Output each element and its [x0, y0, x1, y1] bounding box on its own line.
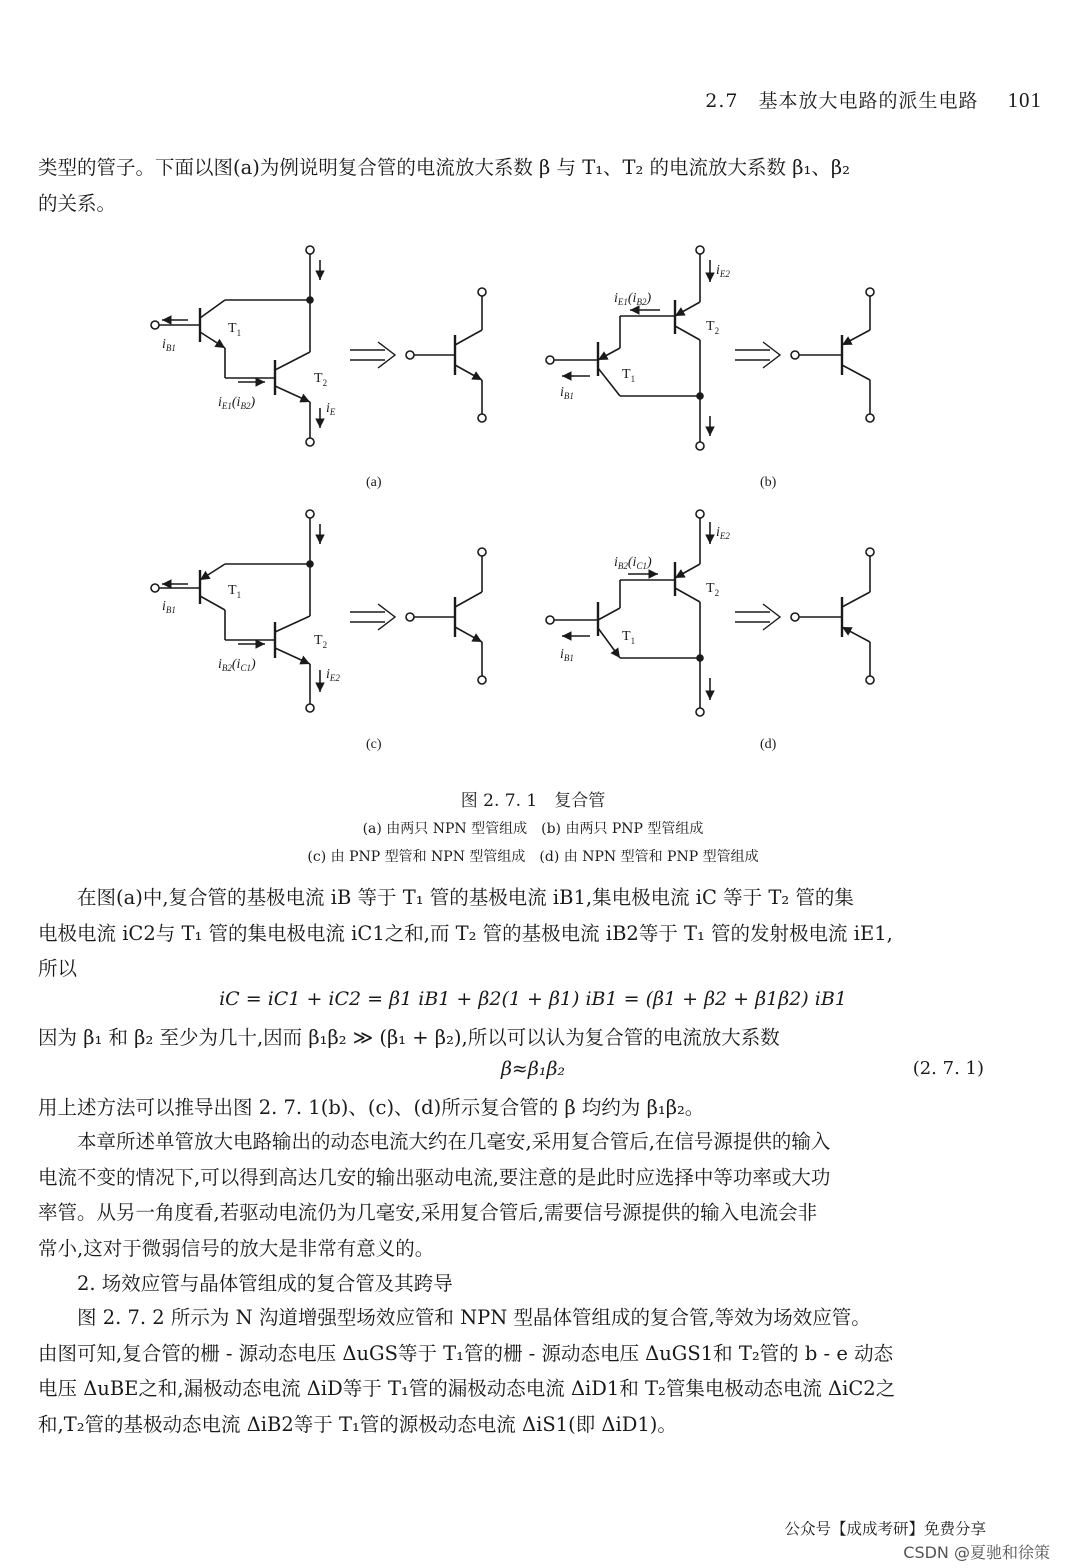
equation-2: β≈β₁β₂: [500, 1058, 566, 1080]
svg-text:iE1(iB2): $i_{E1}(i_{B2})$: [218, 395, 256, 411]
figure-subcaption-1: (a) 由两只 NPN 型管组成 (b) 由两只 PNP 型管组成: [362, 821, 704, 837]
panel-a-t2-label: $T_2$: [314, 371, 328, 388]
equation-1: iC = iC1 + iC2 = β1 iB1 + β2(1 + β1) iB1 = (β1 + β2 + β1β2) iB1: [219, 988, 847, 1010]
panel-c-t1-label: $T_1$: [228, 583, 242, 600]
panel-c-label: (c): [366, 737, 382, 752]
body5-line-3: 电压 ΔuBE之和,漏极动态电流 ΔiD等于 T₁管的漏极动态电流 ΔiD1和 T₂管集电极动态电流 ΔiC2之: [38, 1377, 896, 1400]
panel-b-circuit: [546, 246, 874, 450]
body5-line-2: 由图可知,复合管的栅 - 源动态电压 ΔuGS等于 T₁管的栅 - 源动态电压 ΔuGS1和 T₂管的 b - e 动态: [38, 1341, 894, 1365]
svg-text:iE2: $i_{E2}$: [716, 263, 730, 279]
body1-line-3: 所以: [38, 957, 78, 980]
panel-b-label: (b): [760, 475, 777, 490]
panel-b-t2-label: $T_2$: [706, 319, 720, 336]
panel-b-t1-label: $T_1$: [622, 367, 636, 384]
heading2-text: 2. 场效应管与晶体管组成的复合管及其跨导: [77, 1272, 453, 1295]
svg-text:iB1: $i_{B1}$: [560, 647, 574, 663]
panel-c-t2-label: $T_2$: [314, 633, 328, 650]
panel-d-circuit: [546, 510, 874, 716]
body-paragraph-5: [38, 1300, 988, 1442]
figure-subcaption-2: (c) 由 PNP 型管和 NPN 型管组成 (d) 由 NPN 型管和 PNP 型管组成: [307, 849, 759, 865]
body4-line-1: 本章所述单管放大电路输出的动态电流大约在几毫安,采用复合管后,在信号源提供的输入: [77, 1130, 831, 1153]
body1-line-1: 在图(a)中,复合管的基极电流 iB 等于 T₁ 管的基极电流 iB1,集电极电流 iC 等于 T₂ 管的集: [77, 886, 854, 909]
svg-text:iB1: $i_{B1}$: [162, 599, 176, 615]
intro-paragraph: [38, 150, 988, 221]
panel-c-circuit: [151, 510, 486, 712]
svg-text:iE1(iB2): $i_{E1}(i_{B2})$: [614, 291, 652, 307]
body3-text: 用上述方法可以推导出图 2. 7. 1(b)、(c)、(d)所示复合管的 β 均约为 β₁β₂。: [38, 1096, 705, 1119]
body4-line-3: 率管。从另一角度看,若驱动电流仍为几毫安,采用复合管后,需要信号源提供的输入电流会非: [38, 1201, 818, 1224]
svg-text:iE2: $i_{E2}$: [716, 525, 730, 541]
svg-text:iB2(iC1): $i_{B2}(i_{C1})$: [614, 555, 652, 571]
panel-a-t1-label: $T_1$: [228, 321, 242, 338]
watermark: CSDN @夏驰和徐策: [903, 1543, 1050, 1562]
svg-text:iB2(iC1): $i_{B2}(i_{C1})$: [218, 657, 256, 673]
svg-text:iB1: $i_{B1}$: [162, 337, 176, 353]
body2-text: 因为 β₁ 和 β₂ 至少为几十,因而 β₁β₂ ≫ (β₁ + β₂),所以可以认为复合管的电流放大系数: [38, 1026, 780, 1049]
panel-a-circuit: [151, 246, 486, 446]
panel-d-t1-label: $T_1$: [622, 629, 636, 646]
panel-d-t2-label: $T_2$: [706, 581, 720, 598]
intro-line-1: 类型的管子。下面以图(a)为例说明复合管的电流放大系数 β 与 T₁、T₂ 的电流放大系数 β₁、β₂: [38, 156, 850, 179]
figure-caption: 图 2. 7. 1 复合管: [460, 791, 606, 811]
intro-line-2: 的关系。: [38, 191, 117, 215]
panel-a-label: (a): [366, 475, 382, 490]
body-paragraph-4: [38, 1124, 988, 1266]
section-heading-2: [38, 1266, 988, 1302]
page-number: 101: [1007, 88, 1042, 112]
section-title: 2.7 基本放大电路的派生电路: [705, 90, 979, 112]
body4-line-4: 常小,这对于微弱信号的放大是非常有意义的。: [38, 1236, 435, 1260]
body-paragraph-1: [38, 880, 988, 987]
svg-text:iE: $i_E$: [326, 401, 336, 417]
body5-line-4: 和,T₂管的基极动态电流 ΔiB2等于 T₁管的源极动态电流 ΔiS1(即 ΔiD1)。: [38, 1412, 677, 1436]
footer-note: 公众号【成成考研】免费分享: [784, 1520, 986, 1538]
svg-text:iB1: $i_{B1}$: [560, 385, 574, 401]
composite-transistor-figure: [120, 230, 980, 770]
svg-text:iE2: $i_{E2}$: [326, 667, 340, 683]
equation-2-number: (2. 7. 1): [912, 1058, 984, 1079]
body-paragraph-2: [38, 1020, 988, 1056]
panel-d-label: (d): [760, 737, 777, 752]
body-paragraph-3: [38, 1090, 988, 1126]
page-header: [705, 86, 1042, 113]
body5-line-1: 图 2. 7. 2 所示为 N 沟道增强型场效应管和 NPN 型晶体管组成的复合管,等效为场效应管。: [77, 1306, 871, 1329]
body1-line-2: 电极电流 iC2与 T₁ 管的集电极电流 iC1之和,而 T₂ 管的基极电流 iB2等于 T₁ 管的发射极电流 iE1,: [38, 921, 893, 945]
body4-line-2: 电流不变的情况下,可以得到高达几安的输出驱动电流,要注意的是此时应选择中等功率或大功: [38, 1165, 831, 1189]
